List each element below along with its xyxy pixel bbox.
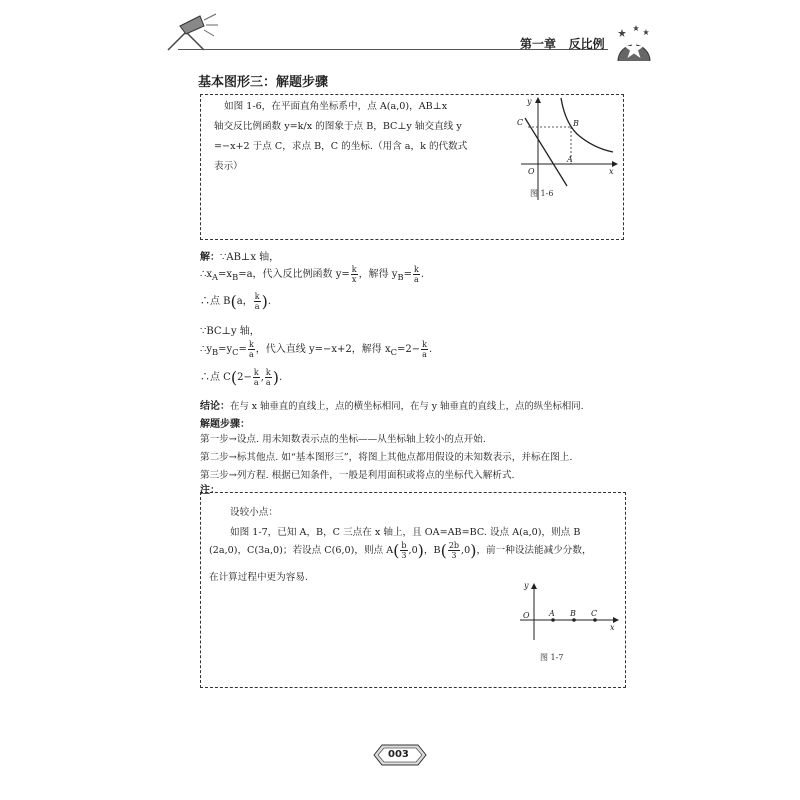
conclusion-text: 在与 x 轴垂直的直线上，点的横坐标相同，在与 y 轴垂直的直线上，点的纵坐标相同. — [230, 401, 584, 412]
chapter-number: 第一章 — [520, 37, 557, 51]
subscript: B — [232, 272, 239, 282]
subscript: A — [212, 272, 219, 282]
denominator: x — [351, 275, 357, 284]
solution-line-3: ∴点 B(a， $\frac{k}{a}$ ). — [200, 292, 272, 311]
steps-list — [200, 432, 572, 483]
numerator: k — [248, 340, 254, 349]
figure-1-7-caption: 图 1-7 — [540, 653, 564, 662]
solution-line-5: $\therefore y_B=y_C=$ $\frac{k}{a}$ ，代入直线 y=−x+2，解得 $x_C=2-$ $\frac{k}{a}$ . — [200, 340, 433, 359]
fig7-label-o: O — [523, 611, 530, 620]
solution-text: ，解得 y — [358, 269, 398, 280]
denominator: a — [253, 378, 259, 387]
solution-text: ∴点 B — [200, 296, 231, 307]
solution-line-6: ∴点 C(2− $\frac{k}{a}$ , $\frac{k}{a}$ ). — [200, 368, 283, 387]
fig7-label-a: A — [549, 609, 555, 618]
fraction-k-over-a — [248, 340, 255, 359]
section-title: 基本图形三：解题步骤 — [198, 75, 329, 90]
fraction-k-over-x — [351, 265, 358, 284]
fig6-label-y: y — [527, 97, 532, 106]
example1-text — [214, 97, 484, 177]
solution-text: ∵BC⊥y 轴， — [200, 326, 260, 337]
fig7-label-x: x — [610, 623, 615, 632]
numerator: k — [265, 368, 271, 377]
hyperbola-curve — [561, 98, 613, 152]
figure-1-6-caption: 图 1-6 — [530, 189, 554, 198]
header — [0, 0, 800, 70]
page-number: 003 — [388, 749, 409, 760]
conclusion — [200, 397, 584, 412]
solution-text: =x — [218, 269, 233, 280]
note-text: (2a,0)，C(3a,0)；若设点 C(6,0)，则点 A — [209, 545, 394, 556]
numerator: k — [422, 340, 427, 349]
solution-text: =a，代入反比例函数 y= — [238, 269, 350, 280]
fraction-2b-over-3 — [448, 541, 460, 560]
numerator: k — [351, 265, 357, 274]
solution-line-2: $\therefore x_A=x_B=a$，代入反比例函数 y= $\frac{k}{x}$ ，解得 $y_B=$ $\frac{k}{a}$ . — [200, 265, 424, 284]
star-badge-icon — [614, 25, 654, 65]
step-item: 第三步→列方程. 根据已知条件，一般是利用面积或将点的坐标代入解析式. — [200, 470, 515, 481]
fig6-label-c: C — [517, 118, 524, 127]
numerator: k — [253, 368, 259, 377]
fig7-label-b: B — [570, 609, 576, 618]
fraction-k-over-a — [254, 292, 261, 311]
solution-line-1 — [200, 248, 279, 263]
fig6-label-b: B — [573, 119, 579, 128]
solution-text: ∵AB⊥x 轴， — [220, 252, 280, 263]
example1-line: 轴交反比例函数 y=k/x 的图象于点 B，BC⊥y 轴交直线 y — [214, 121, 462, 132]
fig7-label-y: y — [524, 581, 529, 590]
point-a — [551, 618, 555, 622]
denominator: a — [254, 302, 260, 311]
example1-line: 表示） — [214, 161, 243, 172]
denominator: a — [413, 275, 419, 284]
solution-text: =y — [218, 344, 233, 355]
fraction-b-over-3 — [400, 541, 407, 560]
figure-1-7 — [506, 578, 622, 648]
subscript: B — [397, 272, 404, 282]
solution-text: ∴x — [200, 269, 213, 280]
numerator: k — [254, 292, 260, 301]
denominator: 3 — [401, 551, 407, 560]
denominator: a — [248, 350, 254, 359]
point-b — [572, 618, 576, 622]
figure-1-6 — [505, 94, 621, 204]
note-line-1: 设较小点： — [230, 507, 278, 518]
lamp-icon — [160, 12, 220, 54]
solution-label: 解： — [200, 252, 220, 263]
solution-text: = — [403, 269, 412, 280]
fig7-label-c: C — [591, 609, 598, 618]
solution-text: ，代入直线 y=−x+2，解得 x — [255, 344, 391, 355]
denominator: a — [265, 378, 271, 387]
note-line-2: 如图 1-7，已知 A，B，C 三点在 x 轴上，且 OA=AB=BC. 设点 A(a,0)，则点 B — [230, 527, 581, 538]
subscript: C — [390, 347, 397, 357]
solution-text: ∴点 C — [200, 372, 231, 383]
conclusion-label: 结论： — [200, 401, 230, 412]
solution-text: ∴y — [200, 344, 213, 355]
numerator: k — [413, 265, 419, 274]
fraction-k-over-a — [253, 368, 260, 387]
fig6-label-x: x — [609, 167, 614, 176]
solution-line-4 — [200, 322, 260, 337]
chapter-heading — [520, 35, 605, 53]
fraction-k-over-a — [413, 265, 420, 284]
solution-text: 2− — [237, 372, 252, 383]
point-c — [593, 618, 597, 622]
step-item: 第一步→设点. 用未知数表示点的坐标——从坐标轴上较小的点开始. — [200, 434, 486, 445]
example1-line: 如图 1-6，在平面直角坐标系中，点 A(a,0)，AB⊥x — [224, 101, 448, 112]
fig6-label-a: A — [567, 155, 573, 164]
solution-text: a， — [236, 296, 253, 307]
step-item: 第二步→标其他点. 如“基本图形三”，将图上其他点都用假设的未知数表示，并标在图上. — [200, 452, 573, 463]
example1-line: =−x+2 于点 C，求点 B，C 的坐标.（用含 a，k 的代数式 — [214, 141, 468, 152]
numerator: b — [401, 541, 407, 550]
fraction-k-over-a — [421, 340, 428, 359]
denominator: a — [422, 350, 427, 359]
fig6-label-o: O — [528, 167, 535, 176]
fraction-k-over-a — [265, 368, 272, 387]
solution-text: =2− — [396, 344, 421, 355]
subscript: C — [232, 347, 239, 357]
note-text: ，前一种设法能减少分数， — [476, 545, 592, 556]
note-line-4: 在计算过程中更为容易. — [209, 572, 308, 583]
denominator: 3 — [451, 551, 457, 560]
solution-text: = — [238, 344, 247, 355]
subscript: B — [212, 347, 219, 357]
steps-label: 解题步骤： — [200, 419, 250, 430]
chapter-title: 反比例 — [568, 37, 605, 51]
note-label: 注： — [200, 485, 220, 496]
note-line-3: (2a,0)，C(3a,0)；若设点 C(6,0)，则点 A( $\frac{b}{3}$ ,0)，B( $\frac{2b}{3}$ ,0)，前一种设法能减少分数， — [209, 541, 592, 560]
numerator: 2b — [448, 541, 460, 550]
